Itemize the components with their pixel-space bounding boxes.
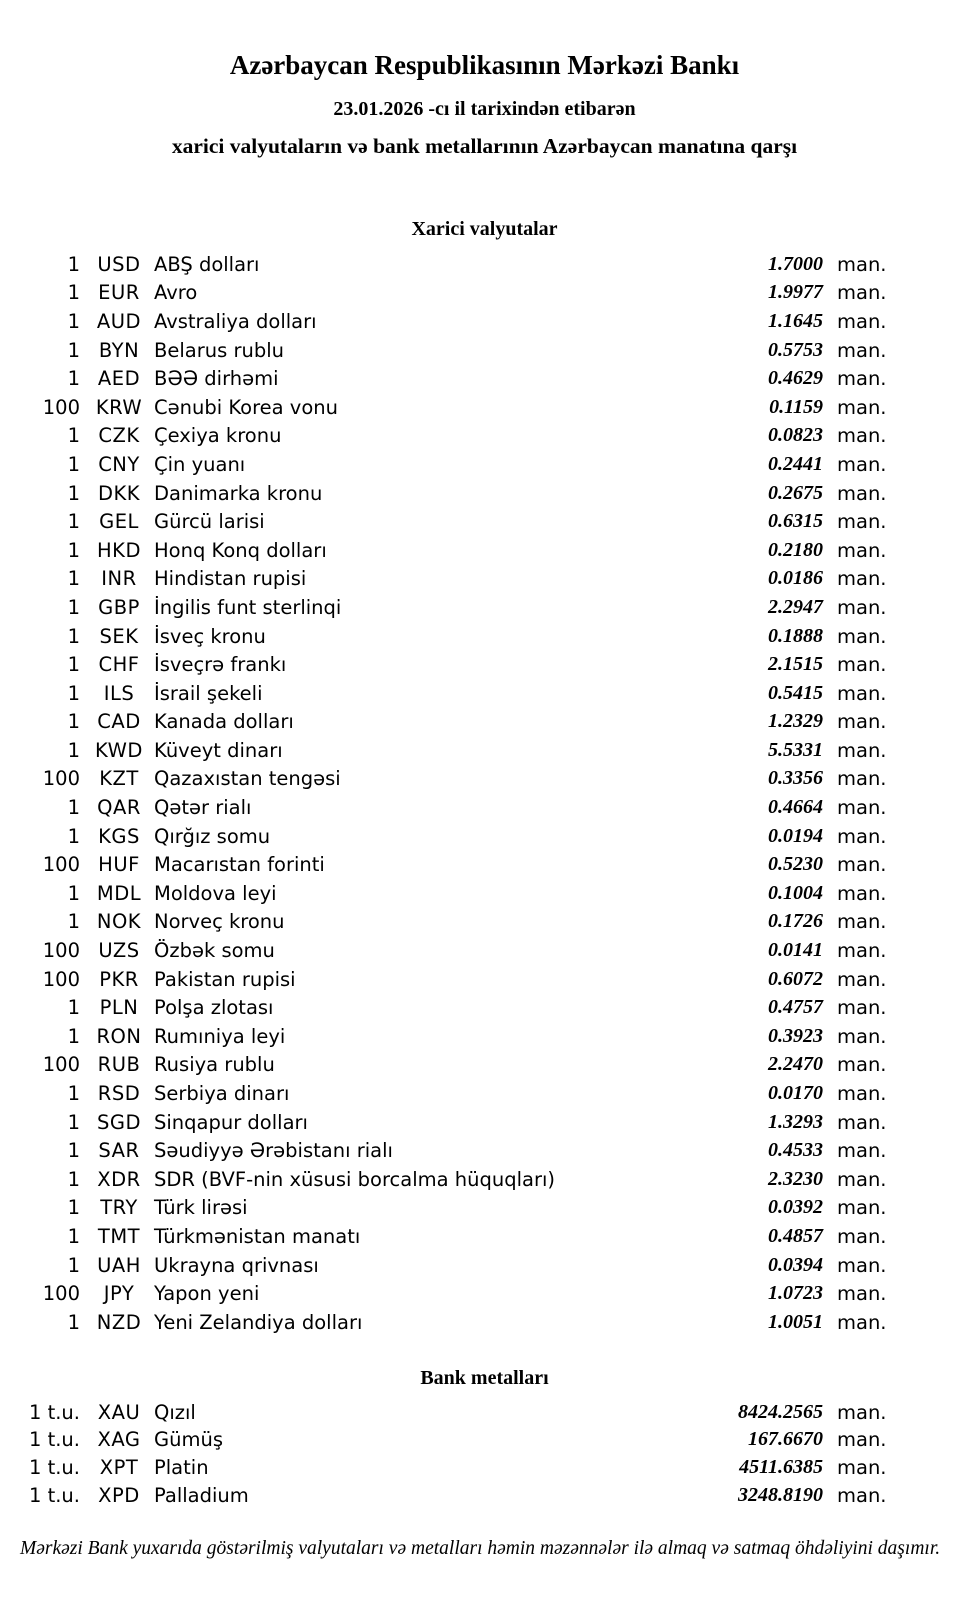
currency-code: NZD <box>96 1310 142 1334</box>
currency-quantity: 100 <box>42 767 80 791</box>
currency-unit-label: man. <box>837 710 887 734</box>
currency-unit-label: man. <box>837 481 887 505</box>
currency-unit-label: man. <box>837 1224 887 1248</box>
currency-unit-label: man. <box>837 367 887 391</box>
currency-name: İsveçrə frankı <box>154 653 287 677</box>
currency-row <box>0 1308 969 1337</box>
currency-name: Qırğız somu <box>154 824 271 848</box>
currency-code: RUB <box>97 1053 141 1077</box>
metal-row <box>0 1481 969 1509</box>
currency-rate: 0.1159 <box>769 395 823 418</box>
currency-code: PLN <box>99 996 139 1020</box>
currency-row <box>0 364 969 393</box>
currency-name: Rumıniya leyi <box>154 1024 286 1048</box>
currency-row <box>0 565 969 594</box>
currency-unit-label: man. <box>837 767 887 791</box>
currency-row <box>0 450 969 479</box>
currency-rate: 0.4629 <box>768 367 823 390</box>
currency-name: Macarıstan forinti <box>154 853 325 877</box>
metal-code: XPD <box>98 1483 140 1507</box>
currency-rate: 0.4757 <box>768 996 823 1019</box>
metal-row <box>0 1454 969 1482</box>
currency-unit-label: man. <box>837 796 887 820</box>
currency-row <box>0 250 969 279</box>
currency-row <box>0 908 969 937</box>
currency-row <box>0 393 969 422</box>
currency-code: SEK <box>99 624 139 648</box>
currency-name: Qazaxıstan tengəsi <box>154 767 341 791</box>
currency-row <box>0 422 969 451</box>
currencies-section-heading: Xarici valyutalar <box>411 218 558 240</box>
currency-rate: 0.1726 <box>768 910 823 933</box>
subject-line: xarici valyutaların və bank metallarının Azərbaycan manatına qarşı <box>171 134 798 158</box>
currency-code: BYN <box>98 338 140 362</box>
currency-rate: 0.0823 <box>768 424 823 447</box>
currency-name: Ukrayna qrivnası <box>154 1253 319 1277</box>
currency-row <box>0 1279 969 1308</box>
currency-rate: 1.3293 <box>768 1110 823 1133</box>
currency-rate: 0.4664 <box>768 796 823 819</box>
currency-name: Avro <box>154 281 198 305</box>
currency-unit-label: man. <box>837 910 887 934</box>
currency-unit-label: man. <box>837 824 887 848</box>
currency-unit-label: man. <box>837 1282 887 1306</box>
currency-row <box>0 822 969 851</box>
currency-quantity: 1 <box>67 424 80 448</box>
currency-code: KGS <box>98 824 140 848</box>
currency-quantity: 1 <box>67 481 80 505</box>
currency-rate: 0.1888 <box>768 624 823 647</box>
currency-unit-label: man. <box>837 395 887 419</box>
currency-row <box>0 736 969 765</box>
currency-name: Çexiya kronu <box>154 424 282 448</box>
currency-row <box>0 708 969 737</box>
currency-code: EUR <box>98 281 140 305</box>
currency-quantity: 100 <box>42 1053 80 1077</box>
currency-quantity: 1 <box>67 824 80 848</box>
currency-name: Gürcü larisi <box>154 510 265 534</box>
currency-unit-label: man. <box>837 1310 887 1334</box>
currency-rate: 0.5230 <box>768 853 823 876</box>
currency-name: Honq Konq dolları <box>154 538 327 562</box>
currency-code: TMT <box>97 1224 141 1248</box>
currency-rate: 5.5331 <box>768 738 823 761</box>
currency-row <box>0 879 969 908</box>
currency-code: CAD <box>97 710 141 734</box>
currency-unit-label: man. <box>837 1139 887 1163</box>
currency-row <box>0 479 969 508</box>
currency-quantity: 1 <box>67 996 80 1020</box>
currency-unit-label: man. <box>837 510 887 534</box>
currency-unit-label: man. <box>837 338 887 362</box>
currency-name: İsrail şekeli <box>154 681 263 705</box>
currency-name: Pakistan rupisi <box>154 967 296 991</box>
metal-rate: 4511.6385 <box>739 1456 823 1479</box>
currency-unit-label: man. <box>837 738 887 762</box>
currency-unit-label: man. <box>837 595 887 619</box>
currency-rate: 0.5753 <box>768 338 823 361</box>
currency-unit-label: man. <box>837 1110 887 1134</box>
currencies-table <box>0 250 969 1337</box>
currency-quantity: 1 <box>67 281 80 305</box>
metal-rate: 8424.2565 <box>738 1400 823 1423</box>
currency-rate: 1.9977 <box>768 281 823 304</box>
currency-quantity: 1 <box>67 367 80 391</box>
disclaimer-note: Mərkəzi Bank yuxarıda göstərilmiş valyutaları və metalları həmin məzənnələr ilə almaq və satmaq öhdəliyini daşımır. <box>20 1537 941 1559</box>
currency-code: CZK <box>98 424 140 448</box>
currency-row <box>0 850 969 879</box>
currency-row <box>0 279 969 308</box>
currency-quantity: 1 <box>67 710 80 734</box>
currency-quantity: 1 <box>67 796 80 820</box>
currency-unit-label: man. <box>837 881 887 905</box>
currency-rate: 1.7000 <box>768 252 823 275</box>
currency-name: Türk lirəsi <box>154 1196 248 1220</box>
effective-date-line: 23.01.2026 -cı il tarixindən etibarən <box>333 98 636 120</box>
currency-rate: 0.5415 <box>768 681 823 704</box>
currency-quantity: 100 <box>42 967 80 991</box>
currency-row <box>0 993 969 1022</box>
currency-unit-label: man. <box>837 1024 887 1048</box>
currency-name: BƏƏ dirhəmi <box>154 367 279 391</box>
currency-unit-label: man. <box>837 1053 887 1077</box>
currency-rate: 0.6315 <box>768 510 823 533</box>
currency-name: İsveç kronu <box>154 624 266 648</box>
currency-name: Polşa zlotası <box>154 996 274 1020</box>
currency-code: INR <box>101 567 137 591</box>
currency-name: Çin yuanı <box>154 452 246 476</box>
metal-quantity: 1 t.u. <box>28 1456 80 1480</box>
currency-code: HKD <box>97 538 141 562</box>
currency-row <box>0 536 969 565</box>
currency-name: Belarus rublu <box>154 338 285 362</box>
currency-code: UZS <box>98 939 140 963</box>
currency-quantity: 1 <box>67 1082 80 1106</box>
currency-code: SAR <box>98 1139 140 1163</box>
metal-quantity: 1 t.u. <box>28 1483 80 1507</box>
currency-name: Danimarka kronu <box>154 481 323 505</box>
currency-quantity: 1 <box>67 1139 80 1163</box>
currency-unit-label: man. <box>837 252 887 276</box>
currency-rate: 0.1004 <box>768 881 823 904</box>
currency-unit-label: man. <box>837 624 887 648</box>
currency-code: AUD <box>96 309 142 333</box>
currency-quantity: 1 <box>67 252 80 276</box>
currency-name: Səudiyyə Ərəbistanı rialı <box>154 1139 393 1163</box>
currency-row <box>0 765 969 794</box>
currency-rate: 0.2675 <box>768 481 823 504</box>
currency-name: Qətər rialı <box>154 796 252 820</box>
currency-quantity: 1 <box>67 309 80 333</box>
currency-rate: 2.3230 <box>768 1167 823 1190</box>
currency-unit-label: man. <box>837 967 887 991</box>
currency-code: MDL <box>96 881 142 905</box>
currency-code: CNY <box>98 452 140 476</box>
currency-name: SDR (BVF-nin xüsusi borcalma hüquqları) <box>154 1167 556 1191</box>
currency-row <box>0 793 969 822</box>
currency-unit-label: man. <box>837 853 887 877</box>
currency-quantity: 100 <box>42 1282 80 1306</box>
currency-rate: 0.6072 <box>768 967 823 990</box>
metal-code: XPT <box>99 1456 139 1480</box>
metals-table <box>0 1399 969 1509</box>
currency-unit-label: man. <box>837 452 887 476</box>
currency-row <box>0 336 969 365</box>
currency-rate: 0.2441 <box>768 452 823 475</box>
currency-code: GEL <box>99 510 139 534</box>
currency-code: JPY <box>103 1282 135 1306</box>
currency-name: ABŞ dolları <box>154 252 260 276</box>
currency-rate: 0.3356 <box>768 767 823 790</box>
currency-quantity: 1 <box>67 681 80 705</box>
currency-unit-label: man. <box>837 996 887 1020</box>
currency-row <box>0 1108 969 1137</box>
currency-name: Sinqapur dolları <box>154 1110 308 1134</box>
currency-rate: 1.0723 <box>768 1282 823 1305</box>
currency-name: Yapon yeni <box>154 1282 260 1306</box>
currency-code: QAR <box>97 796 141 820</box>
currency-row <box>0 593 969 622</box>
currency-quantity: 1 <box>67 338 80 362</box>
currency-row <box>0 650 969 679</box>
currency-rate: 0.0392 <box>768 1196 823 1219</box>
currency-row <box>0 965 969 994</box>
currency-quantity: 1 <box>67 1253 80 1277</box>
currency-unit-label: man. <box>837 653 887 677</box>
metal-unit-label: man. <box>837 1483 887 1507</box>
currency-code: XDR <box>97 1167 141 1191</box>
currency-quantity: 100 <box>42 395 80 419</box>
currency-quantity: 1 <box>67 881 80 905</box>
currency-row <box>0 1051 969 1080</box>
metal-quantity: 1 t.u. <box>28 1428 80 1452</box>
currency-quantity: 1 <box>67 1167 80 1191</box>
currency-quantity: 1 <box>67 1024 80 1048</box>
currency-quantity: 1 <box>67 1110 80 1134</box>
currency-row <box>0 1194 969 1223</box>
currency-quantity: 1 <box>67 510 80 534</box>
metal-rate: 3248.8190 <box>738 1483 823 1506</box>
metal-name: Qızıl <box>154 1400 196 1424</box>
currency-name: Kanada dolları <box>154 710 294 734</box>
currency-rate: 2.1515 <box>768 653 823 676</box>
currency-unit-label: man. <box>837 1253 887 1277</box>
currency-rate: 0.0394 <box>768 1253 823 1276</box>
currency-code: HUF <box>98 853 140 877</box>
currency-code: UAH <box>97 1253 141 1277</box>
currency-quantity: 1 <box>67 653 80 677</box>
currency-rate: 1.2329 <box>768 710 823 733</box>
currency-name: Serbiya dinarı <box>154 1082 290 1106</box>
currency-rate: 0.0170 <box>768 1082 823 1105</box>
currency-quantity: 1 <box>67 1224 80 1248</box>
currency-unit-label: man. <box>837 1196 887 1220</box>
currency-unit-label: man. <box>837 681 887 705</box>
metal-name: Gümüş <box>154 1428 223 1452</box>
metal-unit-label: man. <box>837 1456 887 1480</box>
currency-code: KRW <box>95 395 143 419</box>
metal-quantity: 1 t.u. <box>28 1400 80 1424</box>
metal-unit-label: man. <box>837 1400 887 1424</box>
currency-name: Avstraliya dolları <box>154 309 317 333</box>
metals-section-heading: Bank metalları <box>420 1366 549 1389</box>
currency-quantity: 1 <box>67 595 80 619</box>
currency-rate: 0.2180 <box>768 538 823 561</box>
currency-code: SGD <box>96 1110 141 1134</box>
currency-name: Türkmənistan manatı <box>154 1224 361 1248</box>
currency-name: Özbək somu <box>154 939 275 963</box>
currency-quantity: 1 <box>67 538 80 562</box>
currency-code: PKR <box>99 967 139 991</box>
currency-unit-label: man. <box>837 567 887 591</box>
currency-rate: 2.2470 <box>768 1053 823 1076</box>
currency-row <box>0 936 969 965</box>
currency-unit-label: man. <box>837 939 887 963</box>
currency-name: Yeni Zelandiya dolları <box>154 1310 363 1334</box>
metal-unit-label: man. <box>837 1428 887 1452</box>
currency-row <box>0 1079 969 1108</box>
currency-unit-label: man. <box>837 1167 887 1191</box>
currency-name: Hindistan rupisi <box>154 567 307 591</box>
currency-code: TRY <box>100 1196 138 1220</box>
currency-quantity: 1 <box>67 624 80 648</box>
currency-code: ILS <box>103 681 135 705</box>
currency-name: İngilis funt sterlinqi <box>154 595 342 619</box>
currency-code: USD <box>97 252 141 276</box>
currency-quantity: 1 <box>67 1310 80 1334</box>
currency-row <box>0 1136 969 1165</box>
currency-row <box>0 1222 969 1251</box>
currency-unit-label: man. <box>837 1082 887 1106</box>
currency-code: KWD <box>95 738 143 762</box>
metal-row <box>0 1399 969 1427</box>
metal-row <box>0 1426 969 1454</box>
currency-code: NOK <box>96 910 142 934</box>
page-title: Azərbaycan Respublikasının Mərkəzi Bankı <box>229 50 740 80</box>
currency-name: Küveyt dinarı <box>154 738 283 762</box>
currency-unit-label: man. <box>837 309 887 333</box>
currency-rate: 0.4533 <box>768 1139 823 1162</box>
metal-rate: 167.6670 <box>748 1428 823 1451</box>
metal-code: XAU <box>97 1400 141 1424</box>
currency-quantity: 1 <box>67 452 80 476</box>
currency-code: CHF <box>98 653 140 677</box>
currency-name: Cənubi Korea vonu <box>154 395 338 419</box>
currency-unit-label: man. <box>837 281 887 305</box>
currency-quantity: 1 <box>67 567 80 591</box>
currency-code: GBP <box>98 595 140 619</box>
currency-row <box>0 1165 969 1194</box>
currency-rate: 0.0194 <box>768 824 823 847</box>
currency-code: RSD <box>97 1082 141 1106</box>
currency-row <box>0 307 969 336</box>
currency-unit-label: man. <box>837 538 887 562</box>
metal-code: XAG <box>97 1428 141 1452</box>
currency-rate: 0.4857 <box>768 1224 823 1247</box>
metal-name: Platin <box>154 1456 209 1480</box>
currency-rate: 1.1645 <box>768 309 823 332</box>
currency-quantity: 1 <box>67 738 80 762</box>
currency-row <box>0 679 969 708</box>
currency-unit-label: man. <box>837 424 887 448</box>
currency-code: AED <box>97 367 141 391</box>
currency-rate: 0.0186 <box>768 567 823 590</box>
currency-quantity: 100 <box>42 939 80 963</box>
currency-row <box>0 1022 969 1051</box>
currency-row <box>0 622 969 651</box>
currency-name: Norveç kronu <box>154 910 285 934</box>
currency-name: Moldova leyi <box>154 881 277 905</box>
currency-quantity: 1 <box>67 910 80 934</box>
currency-quantity: 1 <box>67 1196 80 1220</box>
currency-rate: 0.0141 <box>768 939 823 962</box>
currency-row <box>0 507 969 536</box>
currency-rate: 2.2947 <box>768 595 823 618</box>
currency-code: KZT <box>99 767 139 791</box>
currency-code: DKK <box>97 481 141 505</box>
currency-row <box>0 1251 969 1280</box>
currency-code: RON <box>96 1024 142 1048</box>
currency-rate: 1.0051 <box>768 1310 823 1333</box>
currency-rate: 0.3923 <box>768 1024 823 1047</box>
currency-quantity: 100 <box>42 853 80 877</box>
metal-name: Palladium <box>154 1483 249 1507</box>
currency-name: Rusiya rublu <box>154 1053 275 1077</box>
